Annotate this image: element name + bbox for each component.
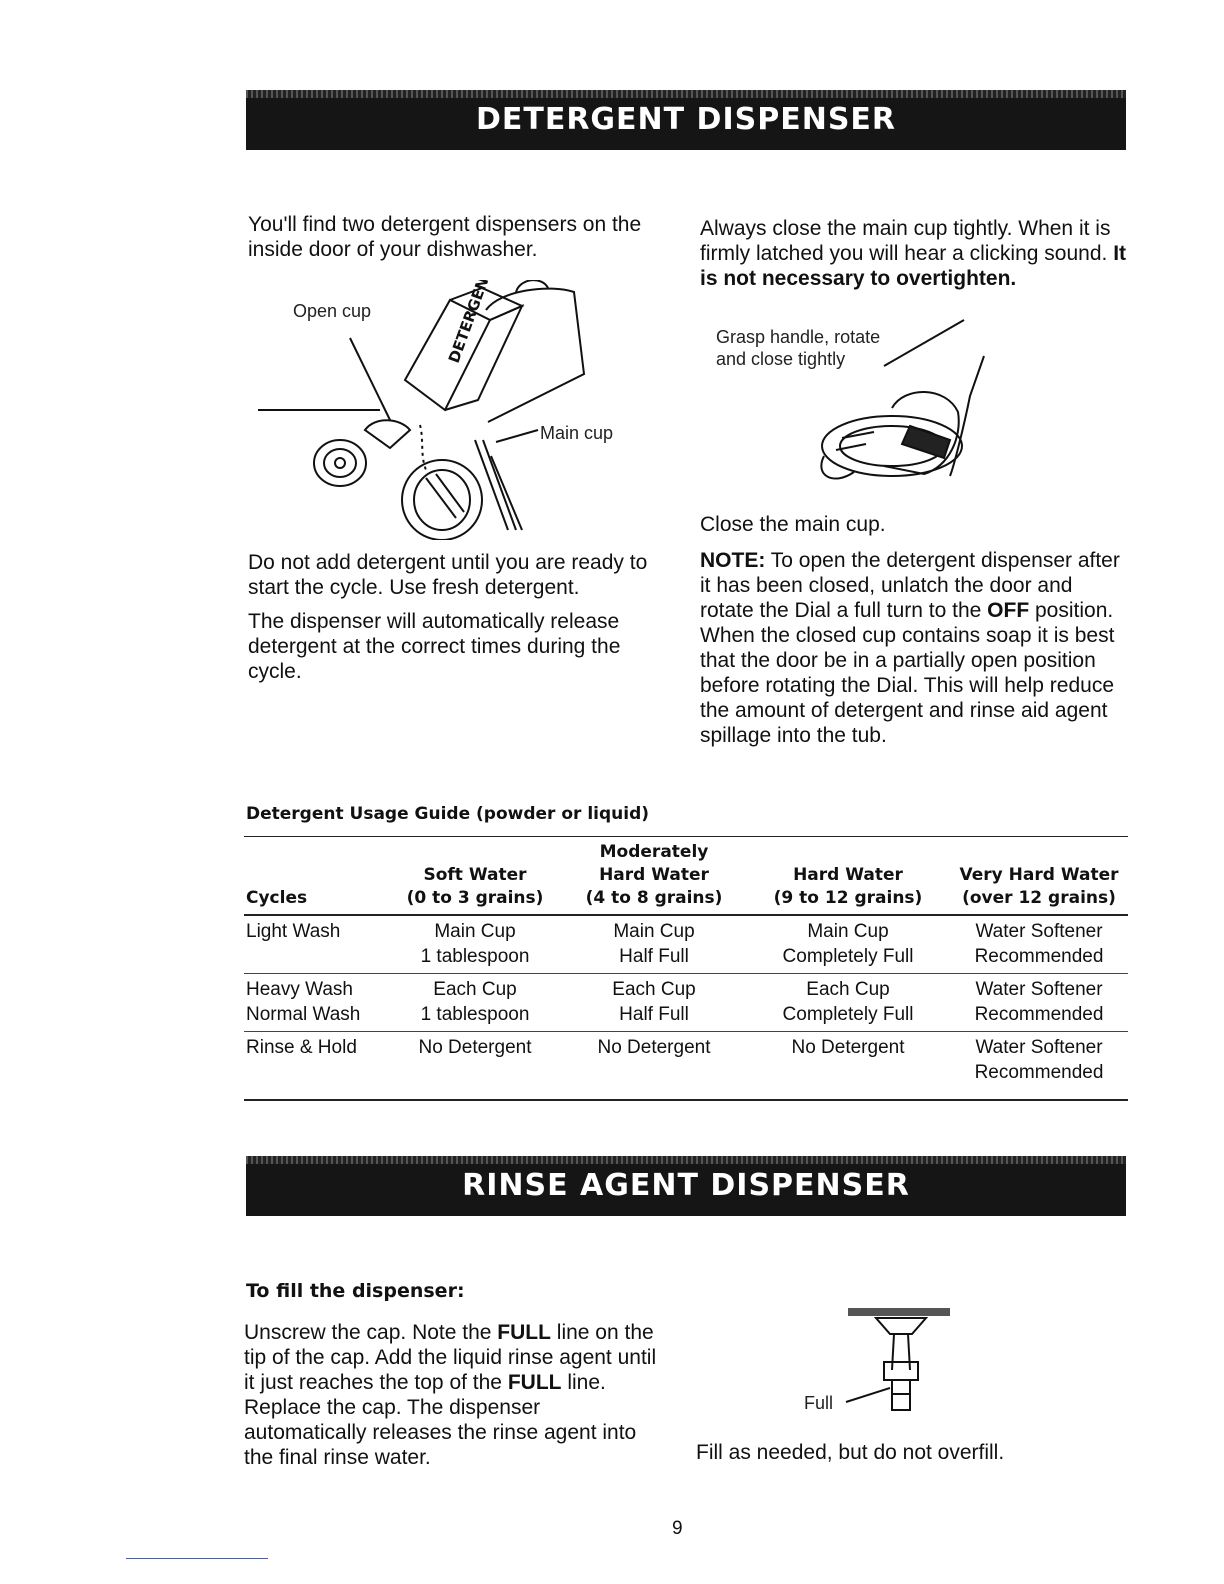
header-cycles: Cycles — [246, 888, 308, 908]
cell-line: Main Cup — [613, 921, 695, 942]
soft-water-grains: (0 to 3 grains) — [406, 888, 544, 908]
moderately-hard-grains: (4 to 8 grains) — [585, 888, 723, 908]
cell-line: Water Softener — [975, 921, 1103, 942]
cycle-name-2: Normal Wash — [246, 1004, 361, 1025]
note-off-keyword: OFF — [987, 599, 1030, 622]
rinse-instructions — [244, 1320, 664, 1479]
cycle-cell — [244, 974, 388, 1032]
soft-water-cell — [388, 1032, 562, 1101]
header-soft-water — [388, 837, 562, 916]
detergent-left-text — [248, 550, 668, 693]
hard-water-grains: (9 to 12 grains) — [773, 888, 923, 908]
cell-line: 1 tablespoon — [420, 946, 530, 967]
cell-line: Recommended — [974, 1062, 1104, 1083]
soft-water-label: Soft Water — [423, 865, 527, 885]
full-keyword: FULL — [507, 1371, 562, 1394]
moderately-hard-label: Hard Water — [599, 865, 709, 885]
rinse-section-title: RINSE AGENT DISPENSER — [462, 1168, 910, 1203]
full-line-label: Full — [804, 1393, 834, 1413]
table-header-row — [244, 837, 1128, 916]
note-label: NOTE: — [700, 549, 766, 572]
moderately-hard-cell — [562, 915, 746, 974]
usage-guide-title: Detergent Usage Guide (powder or liquid) — [246, 804, 650, 824]
table-row — [244, 974, 1128, 1032]
cell-line: Main Cup — [434, 921, 516, 942]
cell-line: Main Cup — [807, 921, 889, 942]
cycle-cell — [244, 1032, 388, 1101]
cycle-name: Rinse & Hold — [246, 1037, 357, 1058]
hard-water-cell — [746, 1032, 950, 1101]
note-text-b: position. When the closed cup contains soap it is best that the door be in a partially open position before rotating the Dial. This will help reduce the amount of detergent and rinse aid agent spillage into the tub. — [700, 599, 1115, 747]
full-keyword: FULL — [497, 1321, 551, 1344]
fill-dispenser-subtitle: To fill the dispenser: — [246, 1280, 465, 1302]
cell-line: No Detergent — [791, 1037, 905, 1058]
detergent-usage-table — [244, 836, 1128, 1101]
cycle-name: Light Wash — [246, 921, 341, 942]
intro-paragraph: You'll find two detergent dispensers on the inside door of your dishwasher. — [248, 213, 642, 261]
moderately-hard-cell — [562, 1032, 746, 1101]
cycle-cell — [244, 915, 388, 974]
hard-water-cell — [746, 915, 950, 974]
main-cup-label: Main cup — [540, 423, 614, 443]
grasp-label-line2: and close tightly — [716, 349, 846, 369]
fill-caption: Fill as needed, but do not overfill. — [696, 1441, 1005, 1464]
cell-line: Each Cup — [433, 979, 517, 1000]
cell-line: Completely Full — [782, 946, 914, 967]
header-moderately-hard — [562, 837, 746, 916]
fresh-detergent-paragraph: Do not add detergent until you are ready to start the cycle. Use fresh detergent. — [248, 551, 648, 599]
cell-line: Half Full — [619, 1004, 689, 1025]
soft-water-cell — [388, 915, 562, 974]
close-cup-paragraph: Always close the main cup tightly. When it is firmly latched you will hear a clicking sound. — [700, 217, 1114, 265]
close-cup-instructions — [700, 216, 1128, 300]
grasp-handle-illustration — [714, 316, 1034, 496]
note-text-a: To open the detergent dispenser after it has been closed, unlatch the door and rotate the Dial a full turn to the — [700, 549, 1120, 622]
page-number: 9 — [672, 1518, 683, 1539]
very-hard-water-cell — [950, 1032, 1128, 1101]
detergent-section-banner — [246, 90, 1126, 150]
cell-line: No Detergent — [418, 1037, 532, 1058]
close-caption: Close the main cup. — [700, 513, 886, 536]
dispenser-cups-illustration — [250, 280, 670, 540]
cell-line: 1 tablespoon — [420, 1004, 530, 1025]
fill-caption-block — [696, 1440, 1126, 1474]
hard-water-label: Hard Water — [793, 865, 903, 885]
rinse-cap-illustration — [796, 1300, 976, 1430]
very-hard-water-grains: (over 12 grains) — [962, 888, 1116, 908]
very-hard-water-cell — [950, 915, 1128, 974]
open-cup-label: Open cup — [293, 301, 372, 321]
cycle-name: Heavy Wash — [246, 979, 353, 1000]
close-main-cup-caption — [700, 512, 1128, 546]
rinse-text-b: line on the tip of the cap. Add the liquid rinse agent until it just reaches the top of the — [244, 1321, 657, 1394]
soft-water-cell — [388, 974, 562, 1032]
very-hard-water-label: Very Hard Water — [959, 865, 1119, 885]
detergent-intro-text — [248, 212, 668, 271]
table-row — [244, 915, 1128, 974]
cell-line: No Detergent — [597, 1037, 711, 1058]
cell-line: Recommended — [974, 1004, 1104, 1025]
moderately-label: Moderately — [599, 842, 709, 862]
cell-line: Water Softener — [975, 1037, 1103, 1058]
header-very-hard-water — [950, 837, 1128, 916]
cell-line: Water Softener — [975, 979, 1103, 1000]
overtighten-warning: It is not necessary to overtighten. — [700, 242, 1127, 290]
rinse-text-c: line. Replace the cap. The dispenser automatically releases the rinse agent into the final rinse water. — [244, 1371, 637, 1469]
note-block — [700, 548, 1130, 757]
rinse-text-a: Unscrew the cap. Note the — [244, 1321, 498, 1344]
cell-line: Each Cup — [612, 979, 696, 1000]
cell-line: Half Full — [619, 946, 689, 967]
very-hard-water-cell — [950, 974, 1128, 1032]
table-row — [244, 1032, 1128, 1101]
auto-release-paragraph: The dispenser will automatically release detergent at the correct times during the cycle. — [248, 610, 621, 683]
cell-line: Recommended — [974, 946, 1104, 967]
cell-line: Completely Full — [782, 1004, 914, 1025]
footer-divider — [126, 1558, 268, 1559]
detergent-box-label: DETERGENT — [444, 280, 496, 366]
header-hard-water — [746, 837, 950, 916]
detergent-section-title: DETERGENT DISPENSER — [475, 102, 897, 137]
cell-line: Each Cup — [806, 979, 890, 1000]
grasp-label-line1: Grasp handle, rotate — [716, 327, 881, 347]
hard-water-cell — [746, 974, 950, 1032]
rinse-section-banner — [246, 1156, 1126, 1216]
moderately-hard-cell — [562, 974, 746, 1032]
